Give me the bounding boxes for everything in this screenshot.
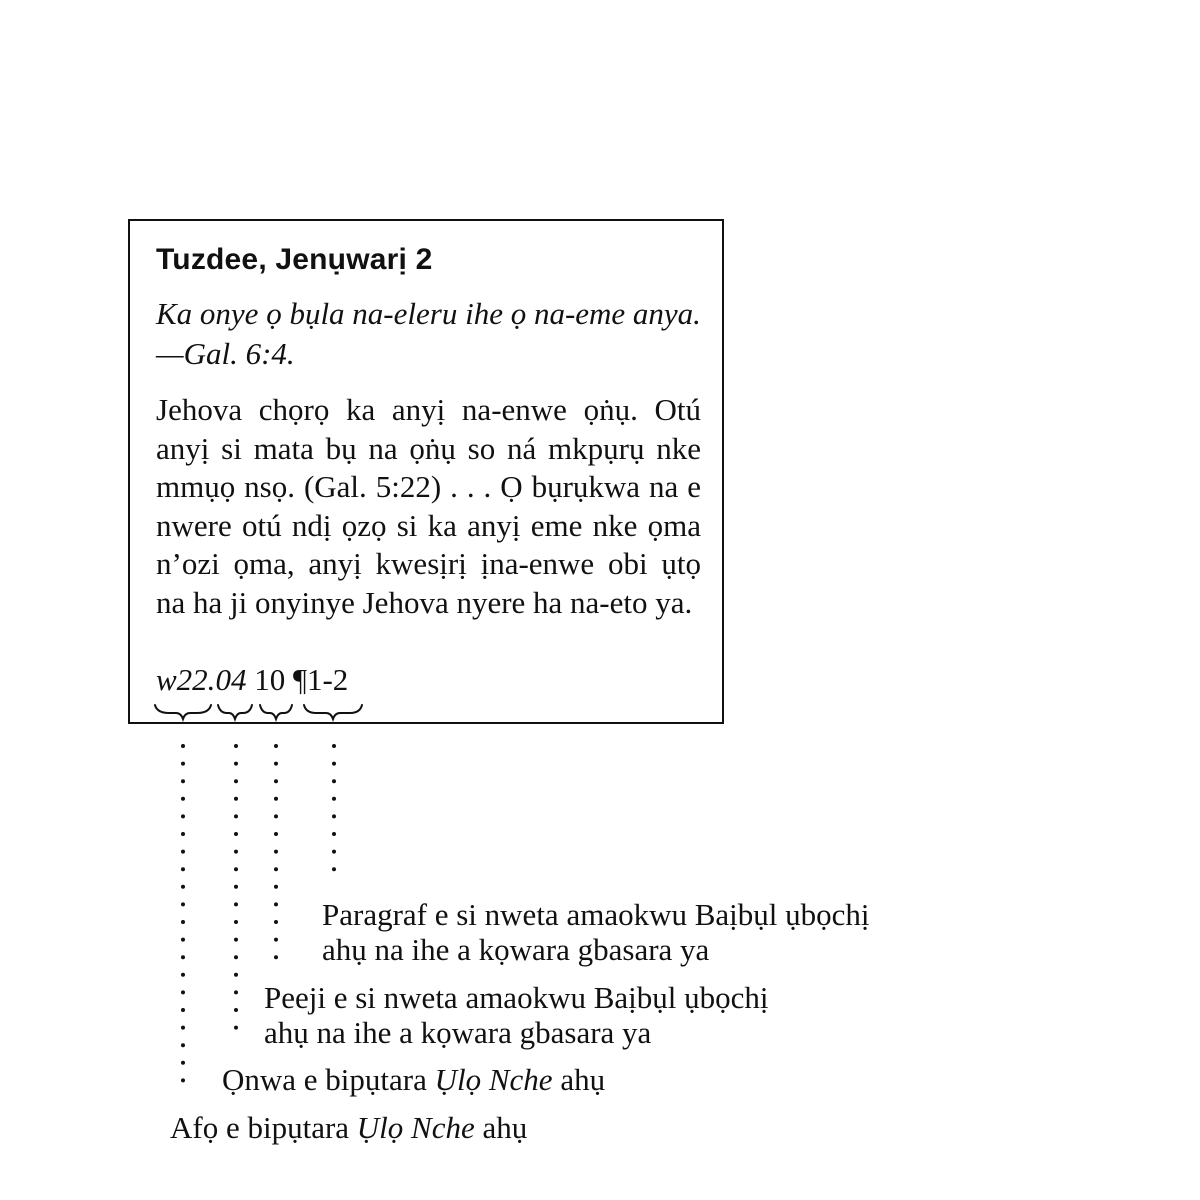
ref-paragraph: ¶1-2 <box>292 662 349 697</box>
month-caption <box>222 1062 605 1097</box>
ref-month: 04 <box>215 662 247 697</box>
date-heading: Tuzdee, Jenụwarị 2 <box>156 243 433 276</box>
ref-year: w22. <box>156 662 216 697</box>
month-caption-magazine: Ụlọ Nche <box>434 1062 553 1097</box>
comment-paragraph: Jehova chọrọ ka anyị na-enwe ọṅụ. Otú anyị si mata bụ na ọṅụ so ná mkpụrụ nke mmụọ nsọ. (Gal. 5:22) . . . Ọ bụrụkwa na e nwere otú ndị ọzọ si ka anyị eme nke ọma n’ozi ọma, anyị kwesịrị ịna-enwe obi ụtọ na ha ji onyinye Jehova nyere ha na-eto ya. <box>156 392 701 620</box>
paragraph-caption-line1: Paragraf e si nweta amaokwu Baịbụl ụbọchị <box>322 897 870 932</box>
month-caption-end: ahụ <box>552 1062 606 1097</box>
paragraph-caption <box>322 897 870 967</box>
year-caption <box>170 1110 527 1145</box>
page-caption <box>264 980 769 1050</box>
month-caption-text: Ọnwa e bipụtara <box>222 1062 435 1097</box>
year-caption-end: ahụ <box>474 1110 528 1145</box>
paragraph-brace <box>304 705 362 719</box>
theme-scripture: Ka onye ọ bụla na-eleru ihe ọ na-eme anya.—Gal. 6:4. <box>156 296 701 371</box>
year-caption-text: Afọ e bipụtara <box>170 1110 357 1145</box>
year-caption-magazine: Ụlọ Nche <box>356 1110 475 1145</box>
page-brace <box>260 705 292 719</box>
year-brace <box>155 705 211 719</box>
month-brace <box>218 705 252 719</box>
ref-page: 10 <box>254 662 286 697</box>
page-caption-line1: Peeji e si nweta amaokwu Baịbụl ụbọchị <box>264 980 769 1015</box>
page-caption-line2: ahụ na ihe a kọwara gbasara ya <box>264 1015 652 1050</box>
paragraph-caption-line2: ahụ na ihe a kọwara gbasara ya <box>322 932 710 967</box>
